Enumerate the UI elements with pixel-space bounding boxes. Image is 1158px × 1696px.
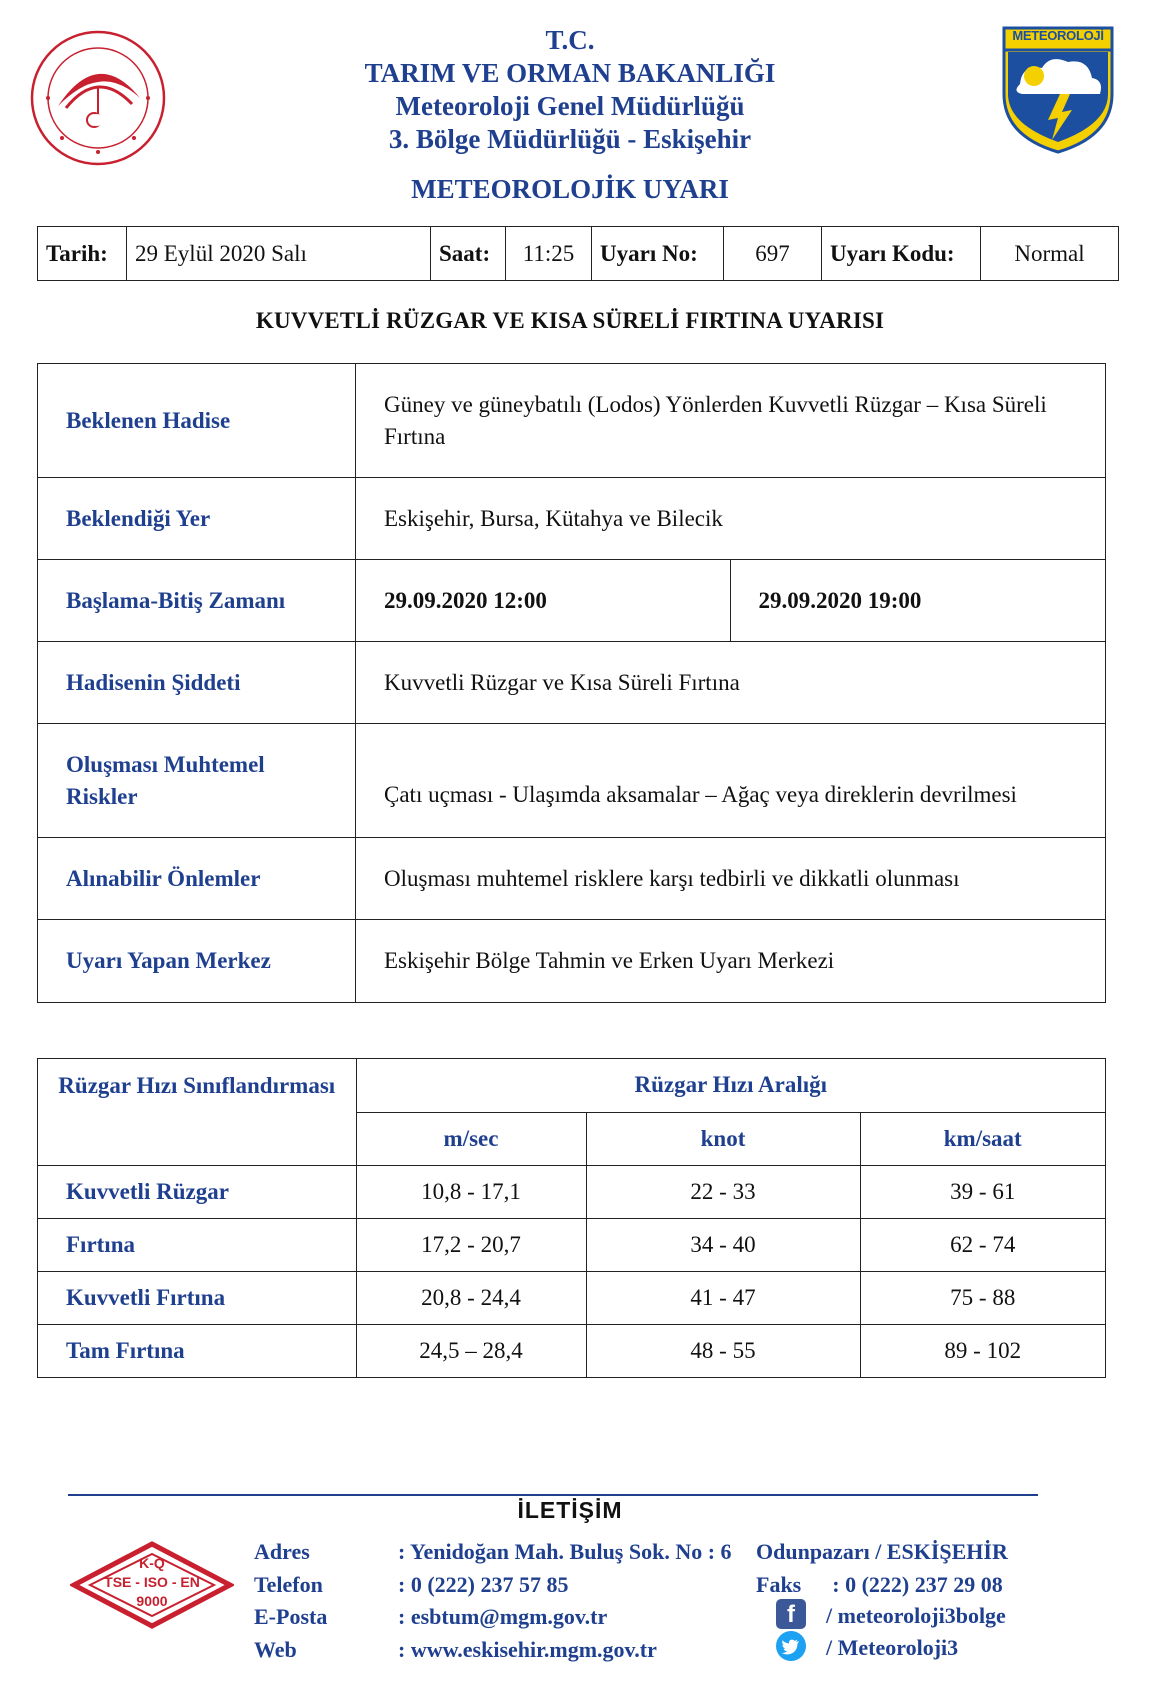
- meteoroloji-shield-logo: [1000, 24, 1116, 156]
- wind-row: [38, 1271, 1105, 1324]
- info-row-expected-event: [38, 364, 1105, 478]
- wind-kmh-value: 75 - 88: [860, 1271, 1105, 1324]
- risks-value: Çatı uçması - Ulaşımda aksamalar – Ağaç veya direklerin devrilmesi: [384, 782, 1017, 807]
- wind-class-name: Kuvvetli Fırtına: [38, 1271, 356, 1324]
- info-row-time-range: [38, 560, 1105, 642]
- header-line-1: T.C.: [545, 25, 595, 55]
- footer-divider: [68, 1494, 1038, 1496]
- wind-class-header: Rüzgar Hızı Sınıflandırması: [38, 1059, 356, 1165]
- time-range-values: [356, 560, 1105, 641]
- tse-text-2: TSE - ISO - EN: [104, 1574, 200, 1590]
- warning-code-label: Uyarı Kodu:: [822, 227, 981, 280]
- time-label: Saat:: [431, 227, 506, 280]
- document-header: [0, 0, 1158, 215]
- expected-place-label: Beklendiği Yer: [38, 478, 356, 559]
- header-line-3: Meteoroloji Genel Müdürlüğü: [395, 91, 745, 121]
- address-value: : Yenidoğan Mah. Buluş Sok. No : 6: [398, 1539, 732, 1564]
- wind-knot-value: 41 - 47: [586, 1271, 860, 1324]
- web-label: Web: [254, 1636, 297, 1662]
- address-label: Adres: [254, 1539, 310, 1564]
- address-city: Odunpazarı / ESKİŞEHİR: [756, 1539, 1008, 1564]
- info-row-risks: [38, 724, 1105, 838]
- warning-details-table: [37, 363, 1106, 1003]
- header-line-4: 3. Bölge Müdürlüğü - Eskişehir: [388, 124, 752, 154]
- wind-knot-value: 48 - 55: [586, 1324, 860, 1377]
- wind-ms-value: 20,8 - 24,4: [356, 1271, 586, 1324]
- wind-knot-value: 34 - 40: [586, 1218, 860, 1271]
- wind-knot-value: 22 - 33: [586, 1165, 860, 1218]
- email-label: E-Posta: [254, 1604, 328, 1629]
- wind-range-header: Rüzgar Hızı Aralığı: [356, 1059, 1105, 1112]
- expected-event-value: Güney ve güneybatılı (Lodos) Yönlerden Kuvvetli Rüzgar – Kısa Süreli Fırtına: [384, 391, 1047, 449]
- warning-code-value: Normal: [1014, 240, 1085, 266]
- ministry-seal-logo: [28, 28, 168, 168]
- end-time: 29.09.2020 19:00: [758, 587, 922, 613]
- warning-heading: KUVVETLİ RÜZGAR VE KISA SÜRELİ FIRTINA UYARISI: [255, 308, 885, 333]
- wind-class-name: Tam Fırtına: [38, 1324, 356, 1377]
- tse-text-3: 9000: [136, 1593, 168, 1609]
- risks-label: Oluşması Muhtemel Riskler: [38, 724, 356, 837]
- expected-place-value: Eskişehir, Bursa, Kütahya ve Bilecik: [384, 505, 723, 531]
- twitter-handle[interactable]: / Meteoroloji3: [826, 1635, 959, 1660]
- contact-values: [398, 1536, 732, 1666]
- info-row-severity: [38, 642, 1105, 724]
- expected-event-label: Beklenen Hadise: [38, 364, 356, 477]
- wind-class-name: Kuvvetli Rüzgar: [38, 1165, 356, 1218]
- center-label: Uyarı Yapan Merkez: [38, 920, 356, 1002]
- wind-kmh-value: 62 - 74: [860, 1218, 1105, 1271]
- warning-no-value: 697: [724, 227, 822, 280]
- precautions-value: Oluşması muhtemel risklere karşı tedbirli ve dikkatli olunması: [384, 865, 960, 891]
- header-line-2: TARIM VE ORMAN BAKANLIĞI: [364, 58, 776, 88]
- unit-kmh-header: km/saat: [860, 1112, 1105, 1165]
- meteoroloji-logo-text: METEOROLOJİ: [1012, 28, 1104, 43]
- severity-label: Hadisenin Şiddeti: [38, 642, 356, 723]
- contact-title: İLETİŞİM: [517, 1497, 623, 1523]
- wind-kmh-value: 39 - 61: [860, 1165, 1105, 1218]
- time-range-label: Başlama-Bitiş Zamanı: [38, 560, 356, 641]
- wind-ms-value: 17,2 - 20,7: [356, 1218, 586, 1271]
- document-title: METEOROLOJİK UYARI: [411, 174, 729, 204]
- wind-speed-table: [37, 1058, 1106, 1378]
- info-row-expected-place: [38, 478, 1105, 560]
- info-row-precautions: [38, 838, 1105, 920]
- twitter-icon[interactable]: [776, 1631, 806, 1661]
- wind-row: [38, 1218, 1105, 1271]
- facebook-icon[interactable]: f: [776, 1599, 806, 1629]
- tse-text-1: K-Q: [139, 1555, 165, 1571]
- phone-label: Telefon: [254, 1571, 323, 1597]
- date-value: 29 Eylül 2020 Salı: [127, 227, 431, 280]
- wind-ms-value: 10,8 - 17,1: [356, 1165, 586, 1218]
- warning-meta-row: [37, 226, 1119, 281]
- precautions-label: Alınabilir Önlemler: [38, 838, 356, 919]
- contact-labels: [254, 1536, 327, 1666]
- unit-ms-header: m/sec: [356, 1112, 586, 1165]
- severity-value: Kuvvetli Rüzgar ve Kısa Süreli Fırtına: [384, 669, 740, 695]
- fax-value: : 0 (222) 237 29 08: [832, 1571, 1003, 1597]
- institution-title-block: [280, 24, 860, 156]
- facebook-handle[interactable]: / meteoroloji3bolge: [826, 1603, 1006, 1628]
- center-value: Eskişehir Bölge Tahmin ve Erken Uyarı Merkezi: [384, 948, 835, 973]
- info-row-center: [38, 920, 1105, 1002]
- date-label: Tarih:: [38, 227, 127, 280]
- fax-label: Faks: [756, 1571, 802, 1597]
- wind-class-name: Fırtına: [38, 1218, 356, 1271]
- wind-kmh-value: 89 - 102: [860, 1324, 1105, 1377]
- time-value: 11:25: [506, 227, 592, 280]
- contact-right-column: [756, 1536, 1008, 1601]
- web-value[interactable]: : www.eskisehir.mgm.gov.tr: [398, 1636, 657, 1662]
- email-value[interactable]: : esbtum@mgm.gov.tr: [398, 1604, 608, 1629]
- wind-row: [38, 1324, 1105, 1377]
- warning-no-label: Uyarı No:: [592, 227, 724, 280]
- start-time: 29.09.2020 12:00: [356, 560, 731, 641]
- phone-value: : 0 (222) 237 57 85: [398, 1571, 569, 1597]
- wind-ms-value: 24,5 – 28,4: [356, 1324, 586, 1377]
- unit-knot-header: knot: [586, 1112, 860, 1165]
- wind-row: [38, 1165, 1105, 1218]
